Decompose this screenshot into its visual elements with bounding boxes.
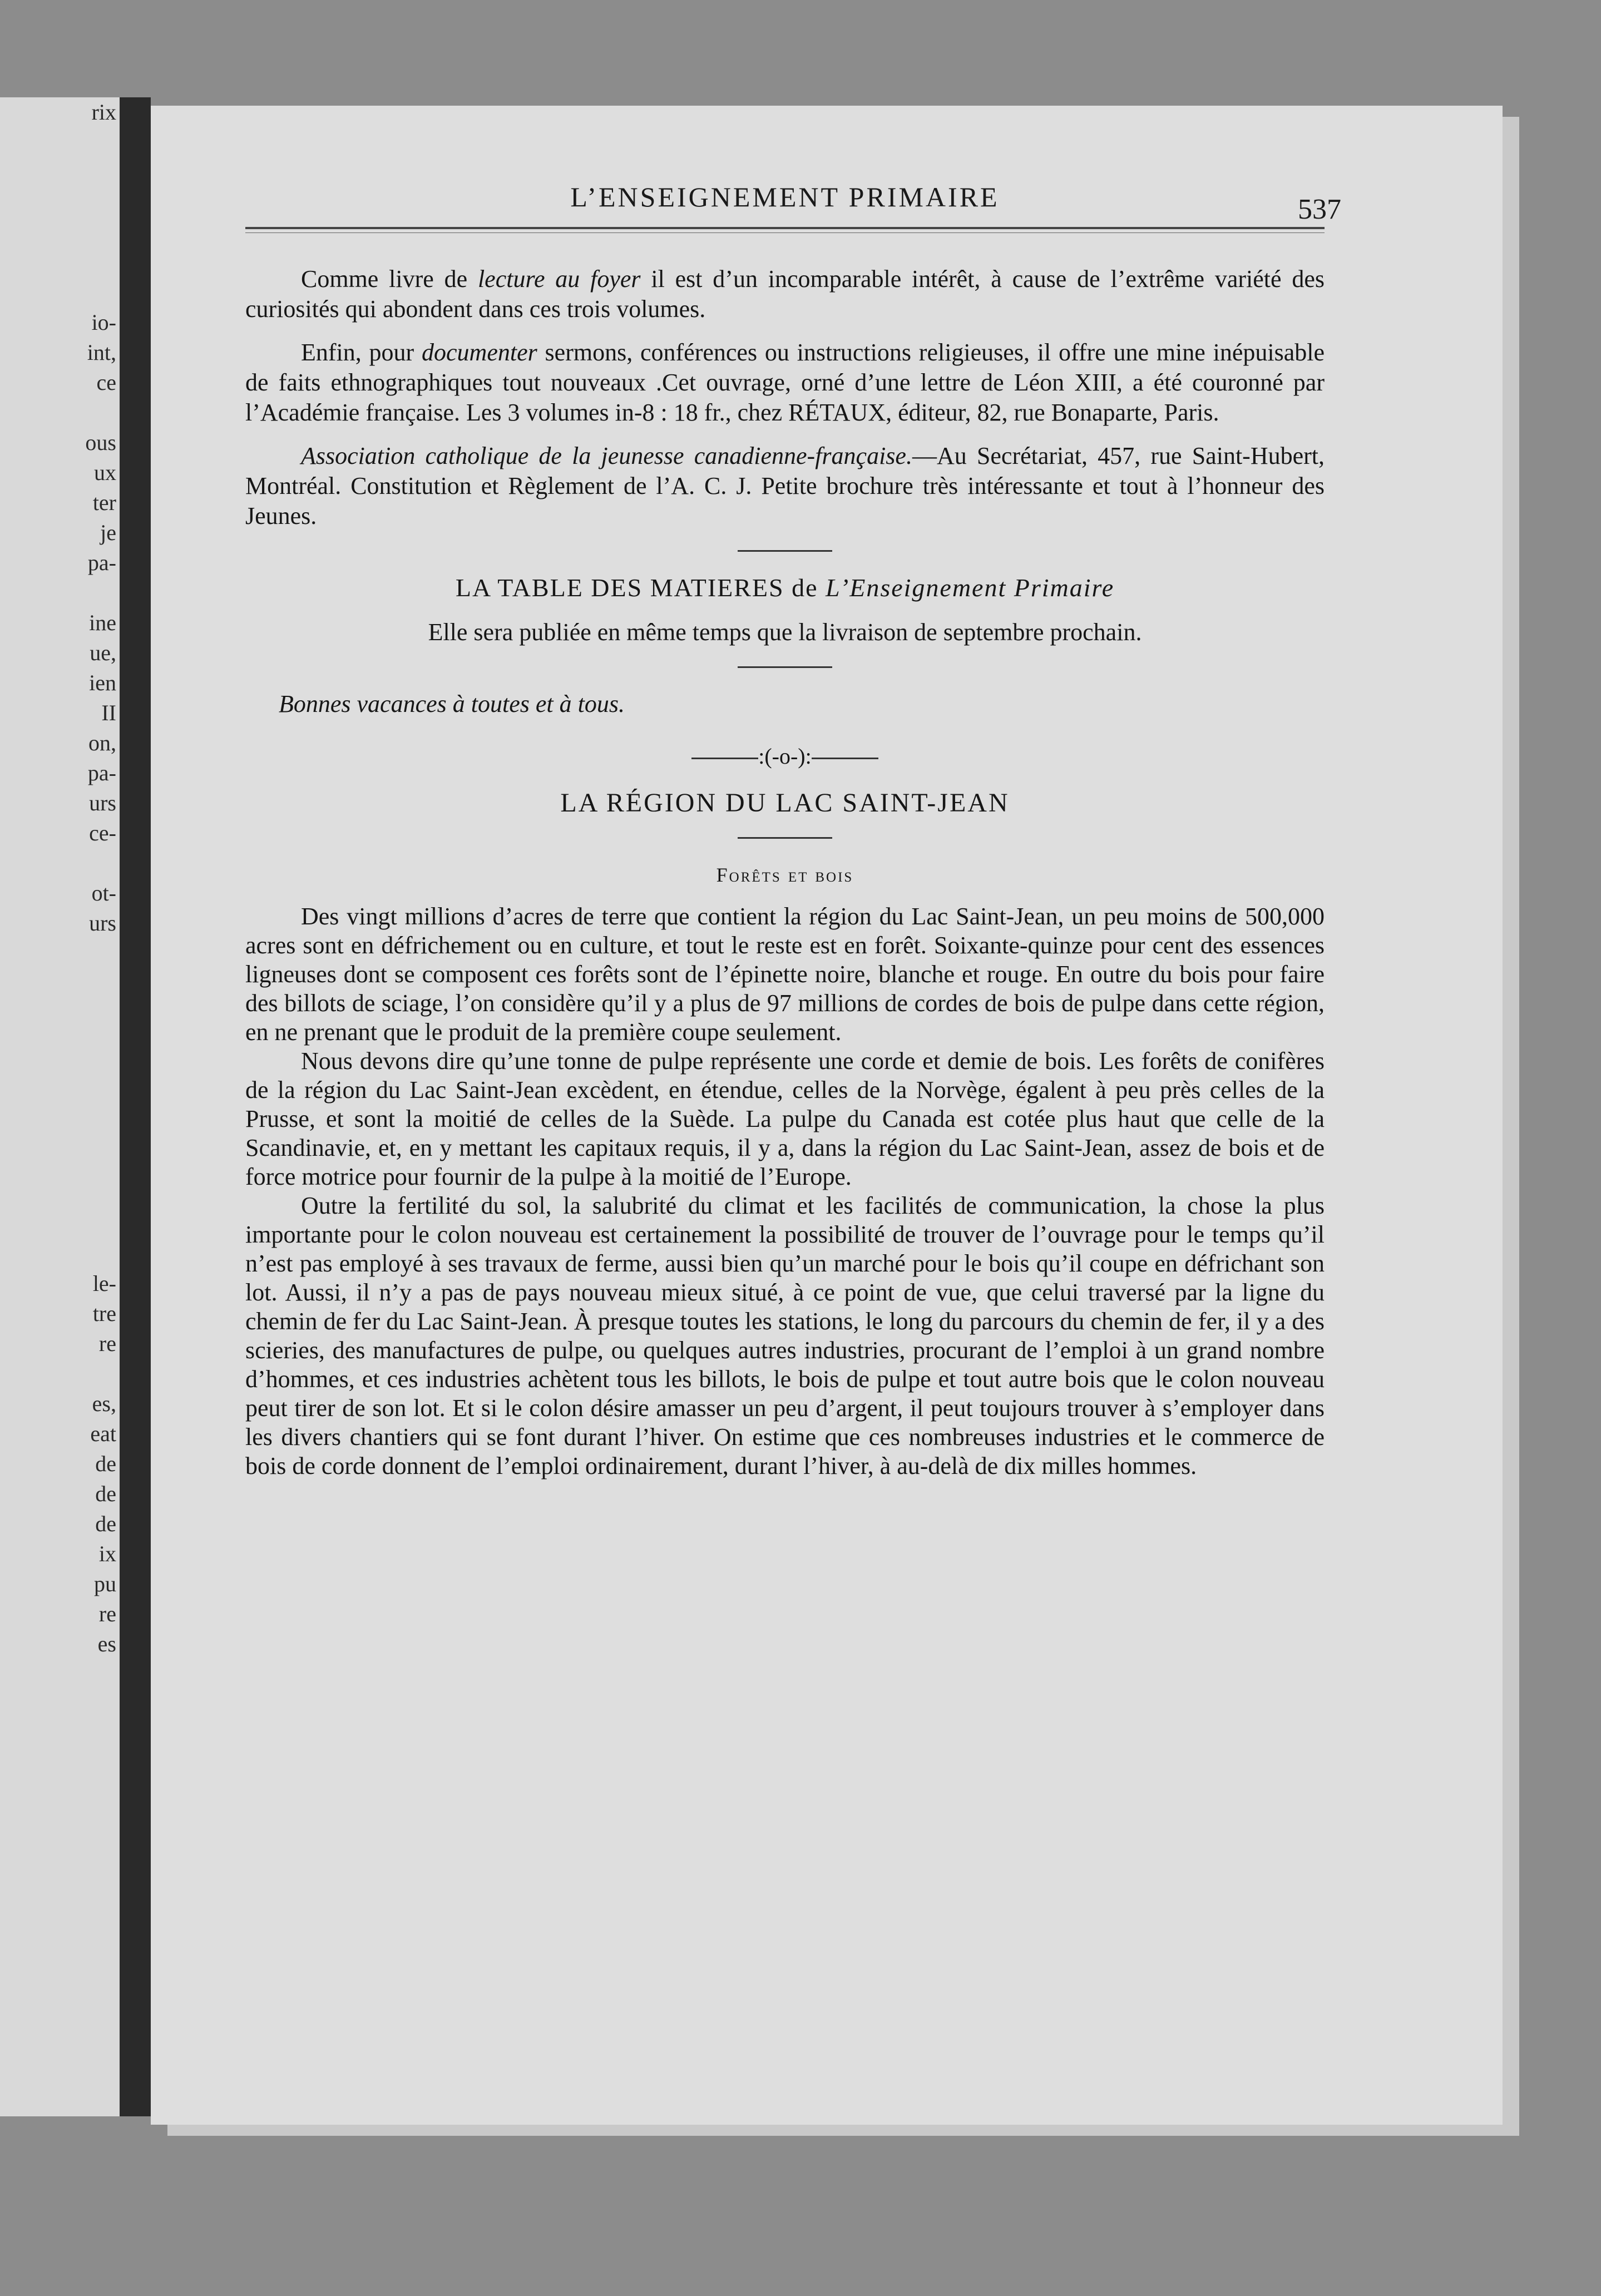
facing-page-fragment: [66, 998, 116, 1028]
facing-page-fragment: re: [98, 1601, 116, 1626]
facing-page-fragment: [66, 938, 116, 968]
facing-page-fragment: eat: [90, 1421, 116, 1446]
article-body: [245, 902, 1325, 1481]
header-rule: [245, 227, 1325, 229]
review-paragraph-2: [245, 338, 1325, 428]
facing-page-fragment: ter: [92, 490, 116, 515]
facing-page-fragment: [66, 217, 116, 248]
facing-page-fragment: ix: [98, 1541, 116, 1566]
table-notice-title-text: LA TABLE DES MATIERES de: [455, 573, 826, 602]
running-title: L’ENSEIGNEMENT PRIMAIRE: [570, 181, 1000, 212]
vacances-line: Bonnes vacances à toutes et à tous.: [279, 690, 625, 718]
facing-page-fragment: [66, 1359, 116, 1389]
facing-page-fragment: [66, 1119, 116, 1149]
page: [151, 106, 1503, 2125]
facing-page-fragment: int,: [87, 340, 116, 365]
article-paragraph: Des vingt millions d’acres de terre que contient la région du Lac Saint-Jean, un peu moins de 500,000 acres sont en défrichement ou en culture, et tout le reste est en forêt. Soixante-quinze pour cent des essences ligneuses dont se composent ces forêts sont de l’épinette noire, blanche et rouge. En outre du bois pour faire des billots de sciage, l’on considère qu’il y a plus de 97 millions de cordes de bois de pulpe dans cette région, en ne prenant que le produit de la première coupe seulement.: [245, 903, 1325, 1046]
facing-page-fragment: [66, 157, 116, 187]
header-rule-thin: [245, 232, 1325, 233]
table-notice-title: [245, 573, 1325, 603]
facing-page-fragment: [66, 1088, 116, 1119]
facing-page-fragment: de: [95, 1511, 116, 1536]
review-p3-text-b: —Au Secrétariat, 457, rue Saint-Hubert, Montréal. Constitution et Règlement de l’A. C. J. Petite brochure très intéressante et tout à l’honneur des Jeunes.: [245, 442, 1325, 530]
facing-page-fragment: io-: [91, 310, 116, 335]
facing-page-fragment: ien: [89, 670, 116, 695]
article-paragraph: Outre la fertilité du sol, la salubrité du climat et les facilités de communication, la chose la plus importante pour le colon nouveau est certainement la possibilité de trouver de l’ouvrage pour le temps qu’il n’est pas employé à ses travaux de ferme, aussi bien qu’un marché pour le bois qu’il coupe en défrichant son lot. Aussi, il n’y a pas de pays nouveau mieux situé, à ce point de vue, que celui traversé par la ligne du chemin de fer du Lac Saint-Jean. À presque toutes les stations, le long du parcours du chemin de fer, il y a des scieries, des manufactures de pulpe, ou quelques autres industries, procurant de l’emploi à un grand nombre d’hommes, et ces industries achètent tous les billots, le bois de pulpe et tout autre bois que le colon nouveau peut tirer de son lot. Et si le colon désire amasser un peu d’argent, il peut toujours trouver à s’employer dans les divers chantiers qui se font durant l’hiver. On estime que ces nombreuses industries et le commerce de bois de corde donnent de l’emploi ordinairement, durant l’hiver, à au-delà de dix milles hommes.: [245, 1192, 1325, 1479]
facing-page-fragment: pu: [94, 1571, 116, 1596]
facing-page-fragment: pa-: [87, 760, 116, 785]
facing-page-fragment: de: [95, 1481, 116, 1506]
facing-page-fragment: es: [97, 1631, 116, 1656]
separator-dash: [691, 758, 758, 759]
facing-page-fragment: [66, 278, 116, 308]
facing-page-fragment: rix: [91, 100, 116, 125]
review-p2-emphasis: documenter: [422, 339, 537, 366]
review-p1-text-a: Comme livre de: [301, 265, 478, 293]
running-head: [245, 181, 1341, 231]
facing-page-fragment: es,: [92, 1391, 116, 1416]
facing-page-fragment: [66, 848, 116, 878]
separator-dash: [812, 758, 878, 759]
facing-page-fragment: le-: [92, 1271, 116, 1296]
facing-page-fragment: [66, 127, 116, 157]
facing-page-fragment: tre: [92, 1301, 116, 1326]
facing-page-fragment: ous: [85, 430, 116, 455]
facing-page-fragment: ux: [94, 460, 116, 485]
facing-page-fragment: II: [101, 700, 116, 725]
book-gutter: [120, 97, 151, 2116]
facing-page-fragment: pa-: [87, 550, 116, 575]
review-p1-emphasis: lecture au foyer: [477, 265, 641, 293]
ornamental-separator: [245, 741, 1325, 771]
facing-page-margin: [0, 97, 120, 2116]
facing-page-fragment: de: [95, 1451, 116, 1476]
facing-page-fragment: urs: [89, 911, 116, 936]
review-p2-text-a: Enfin, pour: [301, 339, 422, 366]
facing-page-fragment: [66, 968, 116, 998]
facing-page-fragment: re: [98, 1331, 116, 1356]
facing-page-fragment: ue,: [90, 640, 116, 665]
review-paragraph-1: [245, 264, 1325, 324]
body-text: [245, 264, 1325, 1481]
facing-page-fragment: je: [100, 520, 116, 545]
article-title: LA RÉGION DU LAC SAINT-JEAN: [560, 788, 1010, 818]
facing-page-fragment: ce-: [89, 820, 116, 845]
facing-page-fragment: [66, 578, 116, 608]
facing-page-fragment: on,: [88, 730, 116, 755]
article-paragraph: Nous devons dire qu’une tonne de pulpe représente une corde et demie de bois. Les forêts de conifères de la région du Lac Saint-Jean excèdent, en étendue, celles de la Norvège, égalent à peu près celles de la Prusse, et sont la moitié de celles de la Suède. La pulpe du Canada est cotée plus haut que celle de la Scandinavie, et, en y mettant les capitaux requis, il y a, dans la région du Lac Saint-Jean, assez de bois et de force motrice pour fournir de la pulpe à la moitié de l’Europe.: [245, 1047, 1325, 1190]
facing-page-fragment: [66, 398, 116, 428]
review-p2-text-b: sermons, conférences ou instructions religieuses, il offre une mine inépuisable de faits ethnographiques tout nouveaux .Cet ouvrage, orné d’une lettre de Léon XIII, a été couronné par l’Académie française. Les 3 volumes in-8 : 18 fr., chez RÉTAUX, éditeur, 82, rue Bonaparte, Paris.: [245, 339, 1325, 426]
review-paragraph-3: [245, 441, 1325, 531]
facing-page-fragment: [66, 1239, 116, 1269]
facing-page-fragments: [66, 97, 116, 1659]
facing-page-fragment: ine: [89, 610, 116, 635]
review-p3-emphasis: Association catholique de la jeunesse canadienne-française.: [301, 442, 912, 469]
short-rule: [738, 837, 832, 839]
facing-page-fragment: urs: [89, 790, 116, 815]
facing-page-fragment: ot-: [91, 880, 116, 905]
facing-page-fragment: [66, 1149, 116, 1179]
facing-page-fragment: [66, 1058, 116, 1088]
short-rule: [738, 666, 832, 668]
article-subtitle: Forêts et bois: [716, 864, 854, 886]
review-p1-text-b: il est d’un incomparable intérêt, à cause de l’extrême variété des curiosités qui abondent dans ces trois volumes.: [245, 265, 1325, 323]
facing-page-fragment: [66, 1028, 116, 1058]
facing-page-fragment: [66, 1209, 116, 1239]
separator-text: :(-o-):: [758, 744, 812, 769]
facing-page-fragment: [66, 187, 116, 217]
table-notice-title-emphasis: L’Enseignement Primaire: [826, 573, 1115, 602]
page-number: 537: [1298, 194, 1341, 225]
facing-page-fragment: [66, 1179, 116, 1209]
table-notice-line: Elle sera publiée en même temps que la livraison de septembre prochain.: [428, 618, 1142, 646]
short-rule: [738, 550, 832, 552]
facing-page-fragment: ce: [96, 370, 116, 395]
facing-page-fragment: [66, 248, 116, 278]
